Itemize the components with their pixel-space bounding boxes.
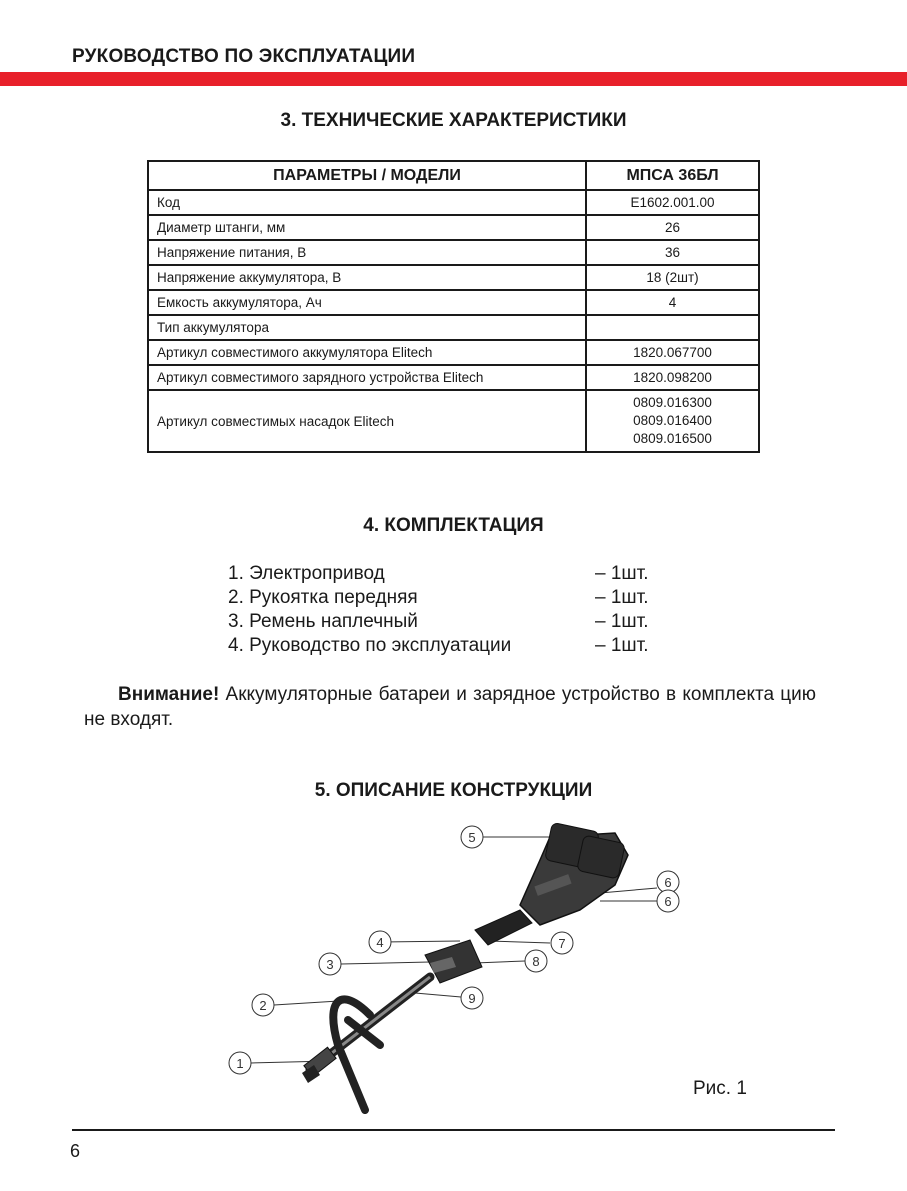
- spec-table: [147, 160, 760, 453]
- param-cell: Напряжение питания, В: [148, 240, 586, 265]
- attachment-code: 0809.016300: [633, 395, 712, 410]
- param-cell: Код: [148, 190, 586, 215]
- attachment-code: 0809.016500: [633, 431, 712, 446]
- value-cell: 1820.098200: [586, 365, 759, 390]
- param-cell: Артикул совместимых насадок Elitech: [148, 390, 586, 452]
- callout-label: 3: [326, 957, 334, 972]
- list-item: [228, 610, 668, 634]
- warning-text: Аккумуляторные батареи и зарядное устройство в комплекта цию не входят.: [84, 684, 816, 730]
- value-cell: [586, 315, 759, 340]
- kit-list: [228, 562, 668, 658]
- table-row: [148, 390, 759, 452]
- param-cell: Тип аккумулятора: [148, 315, 586, 340]
- warning-label: Внимание!: [118, 684, 220, 705]
- callout-label: 8: [532, 954, 540, 969]
- table-row: [148, 190, 759, 215]
- callout-label: 7: [558, 936, 566, 951]
- table-row: [148, 365, 759, 390]
- value-cell: 18 (2шт): [586, 265, 759, 290]
- param-cell: Артикул совместимого аккумулятора Elitech: [148, 340, 586, 365]
- kit-item-name: 2. Рукоятка передняя: [228, 587, 418, 608]
- value-cell: 36: [586, 240, 759, 265]
- spec-table-header: [148, 161, 759, 190]
- table-row: [148, 240, 759, 265]
- trimmer-diagram: [220, 815, 700, 1115]
- section-4-title: 4. КОМПЛЕКТАЦИЯ: [363, 515, 544, 536]
- section-5-title: 5. ОПИСАНИЕ КОНСТРУКЦИИ: [314, 780, 593, 801]
- callout-label: 9: [468, 991, 476, 1006]
- header-param: ПАРАМЕТРЫ / МОДЕЛИ: [148, 161, 586, 190]
- table-row: [148, 215, 759, 240]
- list-item: [228, 634, 668, 658]
- value-cell: 26: [586, 215, 759, 240]
- table-row: [148, 265, 759, 290]
- param-cell: Напряжение аккумулятора, В: [148, 265, 586, 290]
- callout-label: 2: [259, 998, 267, 1013]
- kit-item-qty: – 1шт.: [595, 563, 649, 584]
- value-cell-multi: [586, 390, 759, 452]
- page-number: 6: [70, 1141, 81, 1161]
- kit-item-qty: – 1шт.: [595, 611, 649, 632]
- kit-item-qty: – 1шт.: [595, 635, 649, 656]
- trimmer-illustration: [302, 822, 628, 1110]
- table-row: [148, 290, 759, 315]
- kit-item-name: 1. Электропривод: [228, 563, 385, 584]
- callout-label: 6: [664, 894, 672, 909]
- footer-divider: [72, 1129, 835, 1131]
- table-row: [148, 315, 759, 340]
- kit-item-name: 4. Руководство по эксплуатации: [228, 635, 512, 656]
- value-cell: 4: [586, 290, 759, 315]
- warning-paragraph: [84, 682, 816, 732]
- page-header-title: РУКОВОДСТВО ПО ЭКСПЛУАТАЦИИ: [72, 46, 416, 67]
- callout-label: 5: [468, 830, 476, 845]
- param-cell: Емкость аккумулятора, Ач: [148, 290, 586, 315]
- param-cell: Диаметр штанги, мм: [148, 215, 586, 240]
- kit-item-qty: – 1шт.: [595, 587, 649, 608]
- list-item: [228, 562, 668, 586]
- section-3-title: 3. ТЕХНИЧЕСКИЕ ХАРАКТЕРИСТИКИ: [280, 110, 627, 131]
- list-item: [228, 586, 668, 610]
- value-cell: E1602.001.00: [586, 190, 759, 215]
- param-cell: Артикул совместимого зарядного устройства Elitech: [148, 365, 586, 390]
- header-red-bar: [0, 72, 907, 86]
- callout-label: 6: [664, 875, 672, 890]
- kit-item-name: 3. Ремень наплечный: [228, 611, 418, 632]
- callout-label: 1: [236, 1056, 244, 1071]
- table-row: [148, 340, 759, 365]
- callout-label: 4: [376, 935, 384, 950]
- header-model: МПСА 36БЛ: [586, 161, 759, 190]
- attachment-code: 0809.016400: [633, 413, 712, 428]
- value-cell: 1820.067700: [586, 340, 759, 365]
- figure-caption: Рис. 1: [693, 1078, 747, 1099]
